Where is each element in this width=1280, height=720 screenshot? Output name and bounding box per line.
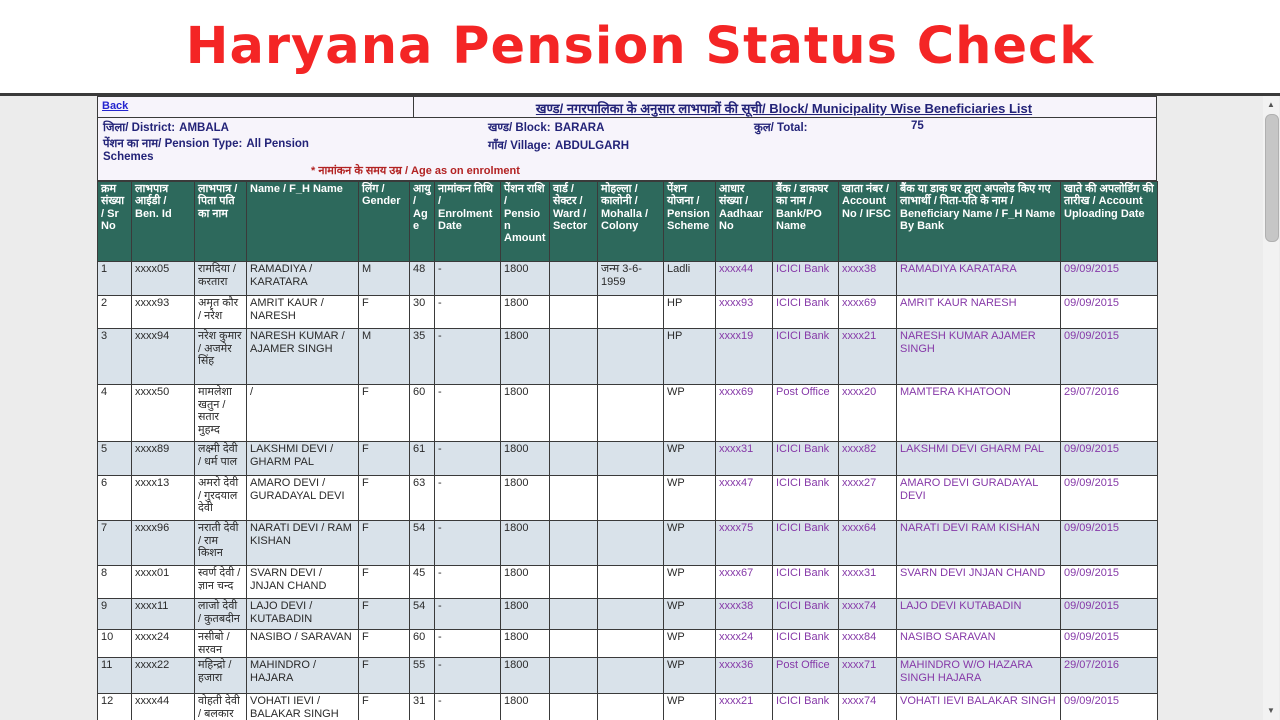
cell-r1-c9 [550,262,598,296]
block-label: खण्ड/ Block: [488,122,551,134]
cell-r12-c6: 31 [410,694,435,720]
cell-r4-c2: xxxx50 [132,385,195,442]
cell-r12-c16: 09/09/2015 [1061,694,1158,720]
cell-r5-c13: ICICI Bank [773,442,839,476]
cell-r2-c4: AMRIT KAUR / NARESH [247,296,359,329]
cell-r1-c13: ICICI Bank [773,262,839,296]
cell-r2-c16: 09/09/2015 [1061,296,1158,329]
cell-r4-c7: - [435,385,501,442]
beneficiaries-table [97,181,1158,720]
cell-r8-c2: xxxx01 [132,566,195,599]
cell-r2-c8: 1800 [501,296,550,329]
age-note: * नामांकन के समय उम्र / Age as on enrolment [311,165,520,177]
cell-r7-c11: WP [664,521,716,566]
column-header-14: खाता नंबर / Account No / IFSC [839,182,897,262]
cell-r10-c2: xxxx24 [132,630,195,658]
cell-r1-c7: - [435,262,501,296]
pension-type-field [103,136,331,163]
cell-r2-c1: 2 [98,296,132,329]
cell-r9-c10 [598,599,664,630]
cell-r2-c15: AMRIT KAUR NARESH [897,296,1061,329]
cell-r10-c16: 09/09/2015 [1061,630,1158,658]
cell-r9-c13: ICICI Bank [773,599,839,630]
cell-r10-c3: नसीबो / सरवन [195,630,247,658]
cell-r12-c14: xxxx74 [839,694,897,720]
column-header-6: आयु / Age [410,182,435,262]
cell-r5-c14: xxxx82 [839,442,897,476]
cell-r7-c15: NARATI DEVI RAM KISHAN [897,521,1061,566]
column-header-10: मोहल्ला / कालोनी / Mohalla / Colony [598,182,664,262]
cell-r3-c4: NARESH KUMAR / AJAMER SINGH [247,329,359,385]
total-label: कुल/ Total: [754,122,808,134]
scroll-down-icon[interactable]: ▼ [1267,706,1275,715]
district-label: जिला/ District: [103,122,176,134]
cell-r9-c5: F [359,599,410,630]
cell-r7-c3: नराती देवी / राम किशन [195,521,247,566]
cell-r3-c13: ICICI Bank [773,329,839,385]
column-header-3: लाभपात्र / पिता पति का नाम [195,182,247,262]
cell-r10-c12: xxxx24 [716,630,773,658]
cell-r6-c13: ICICI Bank [773,476,839,521]
cell-r8-c13: ICICI Bank [773,566,839,599]
cell-r5-c9 [550,442,598,476]
cell-r4-c11: WP [664,385,716,442]
cell-r4-c13: Post Office [773,385,839,442]
cell-r12-c2: xxxx44 [132,694,195,720]
cell-r6-c15: AMARO DEVI GURADAYAL DEVI [897,476,1061,521]
cell-r1-c4: RAMADIYA / KARATARA [247,262,359,296]
cell-r11-c5: F [359,658,410,694]
scroll-thumb[interactable] [1265,114,1279,242]
cell-r10-c7: - [435,630,501,658]
pension-type-label: पेंशन का नाम/ Pension Type: [103,138,243,150]
cell-r2-c12: xxxx93 [716,296,773,329]
cell-r11-c3: महिन्द्रो / हजारा [195,658,247,694]
cell-r3-c7: - [435,329,501,385]
village-label: गाँव/ Village: [488,140,551,152]
cell-r8-c6: 45 [410,566,435,599]
cell-r6-c5: F [359,476,410,521]
cell-r11-c16: 29/07/2016 [1061,658,1158,694]
cell-r4-c14: xxxx20 [839,385,897,442]
cell-r4-c12: xxxx69 [716,385,773,442]
cell-r9-c14: xxxx74 [839,599,897,630]
cell-r10-c10 [598,630,664,658]
cell-r12-c4: VOHATI IEVI / BALAKAR SINGH [247,694,359,720]
column-header-8: पेंशन राशि / Pension Amount [501,182,550,262]
cell-r8-c15: SVARN DEVI JNJAN CHAND [897,566,1061,599]
table-row-7 [98,521,1158,566]
cell-r8-c4: SVARN DEVI / JNJAN CHAND [247,566,359,599]
header-row [98,182,1158,262]
back-link[interactable]: Back [102,100,129,112]
table-head [98,182,1158,262]
cell-r3-c9 [550,329,598,385]
cell-r3-c2: xxxx94 [132,329,195,385]
cell-r2-c11: HP [664,296,716,329]
pension-type-value: All Pension Schemes [103,138,309,163]
cell-r7-c13: ICICI Bank [773,521,839,566]
webpage [0,96,1280,720]
cell-r7-c4: NARATI DEVI / RAM KISHAN [247,521,359,566]
cell-r7-c2: xxxx96 [132,521,195,566]
cell-r10-c5: F [359,630,410,658]
cell-r11-c9 [550,658,598,694]
cell-r6-c14: xxxx27 [839,476,897,521]
cell-r2-c6: 30 [410,296,435,329]
cell-r11-c10 [598,658,664,694]
scroll-up-icon[interactable]: ▲ [1267,100,1275,109]
cell-r5-c15: LAKSHMI DEVI GHARM PAL [897,442,1061,476]
column-header-11: पेंशन योजना / Pension Scheme [664,182,716,262]
cell-r4-c8: 1800 [501,385,550,442]
cell-r12-c3: वोहती देवी / बलकार [195,694,247,720]
village-value: ABDULGARH [554,140,630,152]
column-header-7: नामांकन तिथि / Enrolment Date [435,182,501,262]
table-row-2 [98,296,1158,329]
cell-r7-c5: F [359,521,410,566]
cell-r10-c15: NASIBO SARAVAN [897,630,1061,658]
cell-r3-c16: 09/09/2015 [1061,329,1158,385]
cell-r5-c8: 1800 [501,442,550,476]
cell-r1-c5: M [359,262,410,296]
table-row-4 [98,385,1158,442]
cell-r8-c11: WP [664,566,716,599]
cell-r7-c9 [550,521,598,566]
cell-r2-c3: अमृत कौर / नरेश [195,296,247,329]
cell-r5-c2: xxxx89 [132,442,195,476]
cell-r3-c10 [598,329,664,385]
cell-r7-c7: - [435,521,501,566]
cell-r11-c12: xxxx36 [716,658,773,694]
village-field [488,138,629,153]
cell-r5-c16: 09/09/2015 [1061,442,1158,476]
table-row-5 [98,442,1158,476]
cell-r9-c7: - [435,599,501,630]
cell-r10-c11: WP [664,630,716,658]
cell-r5-c12: xxxx31 [716,442,773,476]
cell-r3-c5: M [359,329,410,385]
cell-r5-c4: LAKSHMI DEVI / GHARM PAL [247,442,359,476]
cell-r4-c16: 29/07/2016 [1061,385,1158,442]
cell-r9-c2: xxxx11 [132,599,195,630]
cell-r12-c9 [550,694,598,720]
district-value: AMBALA [179,122,229,134]
table-row-9 [98,599,1158,630]
cell-r11-c8: 1800 [501,658,550,694]
cell-r6-c1: 6 [98,476,132,521]
cell-r6-c12: xxxx47 [716,476,773,521]
cell-r6-c11: WP [664,476,716,521]
cell-r6-c4: AMARO DEVI / GURADAYAL DEVI [247,476,359,521]
cell-r3-c1: 3 [98,329,132,385]
cell-r11-c13: Post Office [773,658,839,694]
cell-r4-c3: मामलेशा खतुन / सतार मुहम्द [195,385,247,442]
cell-r6-c6: 63 [410,476,435,521]
table-row-1 [98,262,1158,296]
cell-r12-c10 [598,694,664,720]
cell-r1-c8: 1800 [501,262,550,296]
cell-r8-c3: स्वर्ण देवी / ज्ञान चन्द [195,566,247,599]
cell-r5-c5: F [359,442,410,476]
cell-r3-c6: 35 [410,329,435,385]
cell-r7-c1: 7 [98,521,132,566]
header-divider [98,117,1156,118]
cell-r8-c12: xxxx67 [716,566,773,599]
column-header-5: लिंग / Gender [359,182,410,262]
cell-r10-c14: xxxx84 [839,630,897,658]
list-title: खण्ड/ नगरपालिका के अनुसार लाभपात्रों की सूची/ Block/ Municipality Wise Beneficiaries List [535,101,1033,116]
cell-r5-c6: 61 [410,442,435,476]
page-header [97,96,1157,181]
cell-r2-c13: ICICI Bank [773,296,839,329]
cell-r8-c5: F [359,566,410,599]
cell-r10-c1: 10 [98,630,132,658]
cell-r11-c14: xxxx71 [839,658,897,694]
cell-r12-c8: 1800 [501,694,550,720]
cell-r8-c10 [598,566,664,599]
cell-r6-c16: 09/09/2015 [1061,476,1158,521]
cell-r5-c1: 5 [98,442,132,476]
table-row-3 [98,329,1158,385]
cell-r7-c10 [598,521,664,566]
cell-r6-c2: xxxx13 [132,476,195,521]
cell-r3-c8: 1800 [501,329,550,385]
cell-r11-c11: WP [664,658,716,694]
cell-r8-c7: - [435,566,501,599]
cell-r9-c15: LAJO DEVI KUTABADIN [897,599,1061,630]
cell-r11-c7: - [435,658,501,694]
cell-r8-c16: 09/09/2015 [1061,566,1158,599]
column-header-2: लाभपात्र आईडी / Ben. Id [132,182,195,262]
cell-r9-c12: xxxx38 [716,599,773,630]
cell-r6-c9 [550,476,598,521]
cell-r5-c10 [598,442,664,476]
cell-r7-c16: 09/09/2015 [1061,521,1158,566]
cell-r5-c3: लक्ष्मी देवी / धर्म पाल [195,442,247,476]
cell-r6-c10 [598,476,664,521]
cell-r2-c7: - [435,296,501,329]
banner [0,0,1280,93]
cell-r11-c2: xxxx22 [132,658,195,694]
cell-r1-c1: 1 [98,262,132,296]
cell-r9-c11: WP [664,599,716,630]
cell-r9-c4: LAJO DEVI / KUTABADIN [247,599,359,630]
block-value: BARARA [554,122,605,134]
cell-r12-c12: xxxx21 [716,694,773,720]
cell-r10-c4: NASIBO / SARAVAN [247,630,359,658]
cell-r3-c15: NARESH KUMAR AJAMER SINGH [897,329,1061,385]
table-row-11 [98,658,1158,694]
cell-r4-c6: 60 [410,385,435,442]
cell-r3-c14: xxxx21 [839,329,897,385]
cell-r1-c3: रामदिया / करतारा [195,262,247,296]
cell-r1-c12: xxxx44 [716,262,773,296]
cell-r3-c11: HP [664,329,716,385]
cell-r12-c1: 12 [98,694,132,720]
cell-r9-c3: लाजो देवी / कुतबदीन [195,599,247,630]
column-header-12: आधार संख्या / Aadhaar No [716,182,773,262]
cell-r2-c14: xxxx69 [839,296,897,329]
district-field [103,120,229,135]
cell-r12-c13: ICICI Bank [773,694,839,720]
cell-r10-c8: 1800 [501,630,550,658]
cell-r4-c10 [598,385,664,442]
cell-r1-c2: xxxx05 [132,262,195,296]
cell-r2-c10 [598,296,664,329]
cell-r1-c10: जन्म 3-6-1959 [598,262,664,296]
cell-r6-c3: अमरो देवी / गुरदयाल देवी [195,476,247,521]
cell-r5-c11: WP [664,442,716,476]
cell-r11-c1: 11 [98,658,132,694]
cell-r10-c9 [550,630,598,658]
banner-title: Haryana Pension Status Check [185,17,1095,76]
cell-r4-c9 [550,385,598,442]
total-value: 75 [911,120,924,132]
cell-r11-c15: MAHINDRO W/O HAZARA SINGH HAJARA [897,658,1061,694]
cell-r7-c6: 54 [410,521,435,566]
table-row-6 [98,476,1158,521]
table-row-12 [98,694,1158,720]
table-body [98,262,1158,720]
cell-r4-c5: F [359,385,410,442]
cell-r1-c6: 48 [410,262,435,296]
cell-r12-c11: WP [664,694,716,720]
cell-r3-c3: नरेश कुमार / अजमेर सिंह [195,329,247,385]
column-header-1: क्रम संख्या / Sr No [98,182,132,262]
cell-r12-c7: - [435,694,501,720]
cell-r9-c1: 9 [98,599,132,630]
cell-r8-c14: xxxx31 [839,566,897,599]
table-row-8 [98,566,1158,599]
cell-r2-c9 [550,296,598,329]
cell-r1-c16: 09/09/2015 [1061,262,1158,296]
cell-r8-c1: 8 [98,566,132,599]
cell-r4-c1: 4 [98,385,132,442]
cell-r10-c13: ICICI Bank [773,630,839,658]
cell-r12-c15: VOHATI IEVI BALAKAR SINGH [897,694,1061,720]
cell-r2-c2: xxxx93 [132,296,195,329]
cell-r6-c8: 1800 [501,476,550,521]
cell-r8-c9 [550,566,598,599]
scrollbar[interactable] [1263,96,1279,720]
cell-r1-c14: xxxx38 [839,262,897,296]
cell-r7-c8: 1800 [501,521,550,566]
cell-r11-c4: MAHINDRO / HAJARA [247,658,359,694]
beneficiaries-table-wrap [97,181,1158,720]
cell-r9-c9 [550,599,598,630]
cell-r12-c5: F [359,694,410,720]
cell-r7-c14: xxxx64 [839,521,897,566]
cell-r8-c8: 1800 [501,566,550,599]
cell-r9-c8: 1800 [501,599,550,630]
table-row-10 [98,630,1158,658]
cell-r7-c12: xxxx75 [716,521,773,566]
column-header-15: बैंक या डाक घर द्वारा अपलोड किए गए लाभार्थी / पिता-पति के नाम / Beneficiary Name / F_H Name By Bank [897,182,1061,262]
block-field [488,120,604,135]
cell-r4-c15: MAMTERA KHATOON [897,385,1061,442]
cell-r10-c6: 60 [410,630,435,658]
cell-r4-c4: / [247,385,359,442]
cell-r2-c5: F [359,296,410,329]
cell-r3-c12: xxxx19 [716,329,773,385]
cell-r1-c15: RAMADIYA KARATARA [897,262,1061,296]
cell-r5-c7: - [435,442,501,476]
column-header-16: खाते की अपलोडिंग की तारीख / Account Uploading Date [1061,182,1158,262]
cell-r9-c16: 09/09/2015 [1061,599,1158,630]
column-header-9: वार्ड / सेक्टर / Ward / Sector [550,182,598,262]
column-header-13: बैंक / डाकघर का नाम / Bank/PO Name [773,182,839,262]
column-header-4: Name / F_H Name [247,182,359,262]
cell-r1-c11: Ladli [664,262,716,296]
cell-r11-c6: 55 [410,658,435,694]
cell-r9-c6: 54 [410,599,435,630]
cell-r6-c7: - [435,476,501,521]
